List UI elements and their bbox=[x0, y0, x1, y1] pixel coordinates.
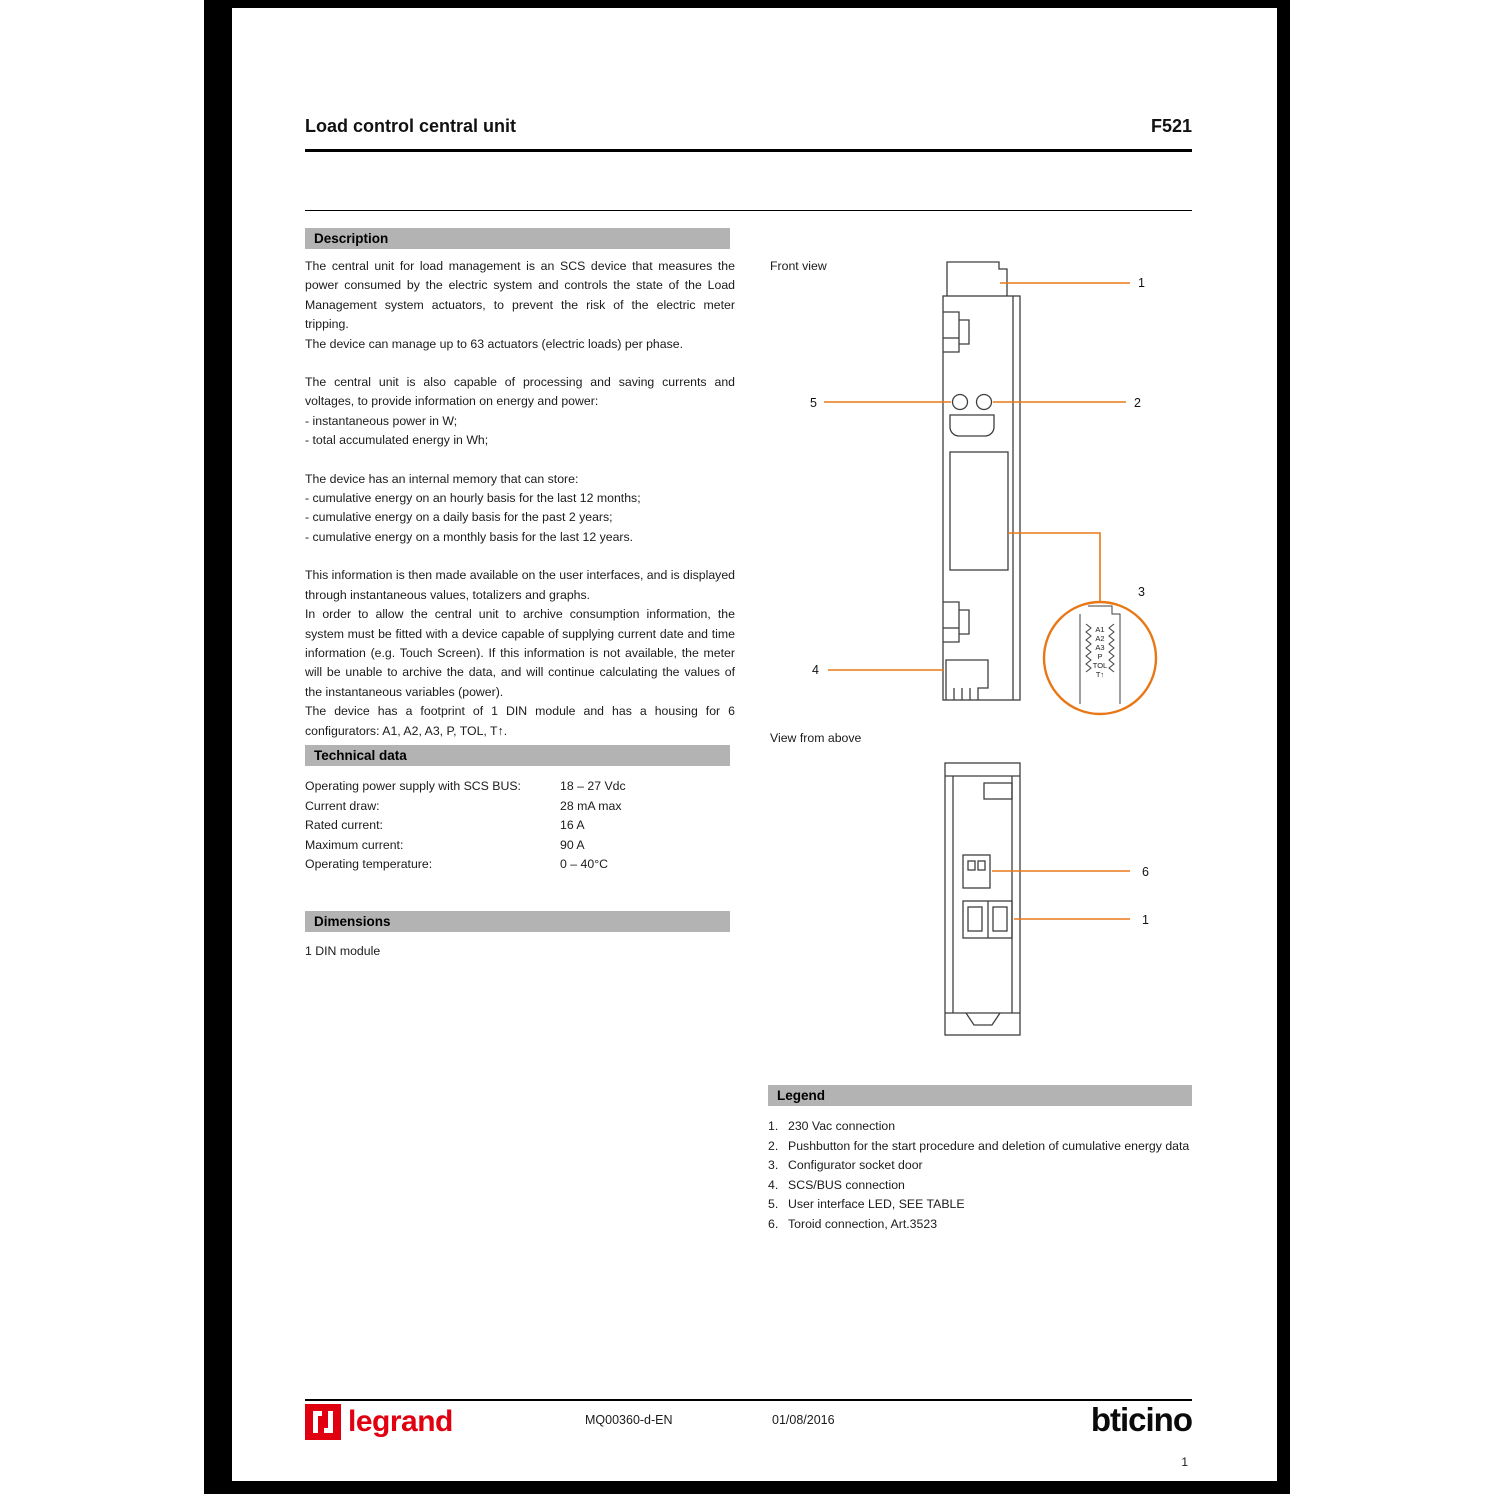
configurator-label: TOL bbox=[1092, 661, 1108, 670]
bticino-logo: bticino bbox=[1090, 1401, 1192, 1438]
item-number: 1. bbox=[768, 1119, 779, 1133]
item-text: Configurator socket door bbox=[788, 1158, 923, 1173]
text-line: - cumulative energy on a monthly basis for the last 12 years. bbox=[305, 529, 634, 544]
sub-header-rule bbox=[305, 210, 1192, 211]
above-view-drawing bbox=[770, 755, 1200, 1045]
callout-lines bbox=[824, 283, 1156, 714]
model-number: F521 bbox=[1150, 116, 1192, 136]
list-item bbox=[768, 1156, 1198, 1176]
spec-value: 0 – 40°C bbox=[560, 857, 608, 872]
spec-label: Operating power supply with SCS BUS: bbox=[305, 779, 521, 793]
text-line: - instantaneous power in W; bbox=[305, 413, 458, 428]
item-number: 3. bbox=[768, 1158, 779, 1173]
item-number: 6. bbox=[768, 1216, 779, 1231]
item-text: Toroid connection, Art.3523 bbox=[788, 1216, 938, 1231]
spec-label: Rated current: bbox=[305, 818, 383, 833]
spec-value: 28 mA max bbox=[560, 798, 622, 813]
callout-number-bus: 4 bbox=[812, 663, 819, 677]
item-text: Pushbutton for the start procedure and deletion of cumulative energy data bbox=[788, 1138, 1190, 1153]
paragraph bbox=[305, 257, 735, 354]
table-row bbox=[305, 816, 745, 836]
din-module-front-outline bbox=[943, 262, 1020, 700]
callout-number-led: 5 bbox=[810, 396, 817, 410]
footer-rule bbox=[305, 1399, 1192, 1401]
text-line: This information is then made available on the user interfaces, and is displayed through instantaneous values, totalizers and graphs. bbox=[305, 568, 735, 602]
configurator-label: P bbox=[1097, 652, 1103, 661]
legrand-logo bbox=[305, 1404, 453, 1440]
document-code: MQ00360-d-EN bbox=[585, 1413, 673, 1427]
table-row bbox=[305, 836, 745, 856]
item-text: SCS/BUS connection bbox=[788, 1177, 905, 1192]
dimensions-heading: Dimensions bbox=[305, 911, 730, 932]
text-line: - total accumulated energy in Wh; bbox=[305, 433, 489, 448]
page-title: Load control central unit bbox=[305, 116, 517, 136]
front-view-label: Front view bbox=[770, 259, 827, 273]
callout-number-mains: 1 bbox=[1138, 276, 1145, 290]
description-text bbox=[305, 257, 735, 760]
legend-heading: Legend bbox=[768, 1085, 1192, 1106]
header-rule bbox=[305, 149, 1192, 152]
configurator-label: T↑ bbox=[1095, 670, 1105, 679]
technical-heading: Technical data bbox=[305, 745, 730, 766]
header bbox=[305, 116, 1192, 137]
spec-label: Operating temperature: bbox=[305, 857, 433, 872]
front-view-drawing bbox=[770, 250, 1200, 730]
table-row bbox=[305, 777, 745, 797]
item-number: 5. bbox=[768, 1197, 779, 1212]
list-item bbox=[768, 1117, 1198, 1137]
callout-number-mains: 1 bbox=[1142, 913, 1149, 927]
text-line: The device has an internal memory that can store: bbox=[305, 471, 579, 486]
spec-label: Current draw: bbox=[305, 798, 380, 813]
document-date: 01/08/2016 bbox=[772, 1413, 835, 1427]
item-number: 2. bbox=[768, 1138, 779, 1153]
din-module-above-outline bbox=[945, 763, 1020, 1035]
above-callout-numbers bbox=[1142, 865, 1149, 927]
text-line: The device can manage up to 63 actuators (electric loads) per phase. bbox=[305, 336, 684, 351]
table-row bbox=[305, 797, 745, 817]
legrand-wordmark: legrand bbox=[348, 1405, 453, 1438]
page-number: 1 bbox=[1181, 1455, 1188, 1469]
configurator-label: A1 bbox=[1095, 625, 1105, 634]
text-line: In order to allow the central unit to archive consumption information, the system must be fitted with a device capable of supplying current date and time information (e.g. Touch Screen). If this information is not available, the meter will be unable to archive the data, and will continue calculating the values of the instantaneous variables (power). bbox=[305, 607, 735, 699]
text-line: - cumulative energy on an hourly basis for the last 12 months; bbox=[305, 491, 641, 506]
spec-value: 16 A bbox=[560, 818, 585, 833]
callout-number-pushbutton: 2 bbox=[1134, 396, 1141, 410]
item-number: 4. bbox=[768, 1177, 779, 1192]
spec-value: 90 A bbox=[560, 837, 585, 852]
paragraph bbox=[305, 470, 735, 548]
list-item bbox=[768, 1137, 1198, 1157]
text-line: - cumulative energy on a daily basis for the past 2 years; bbox=[305, 510, 613, 525]
legrand-logo-icon bbox=[305, 1404, 341, 1440]
paragraph bbox=[305, 373, 735, 451]
table-row bbox=[305, 855, 745, 875]
configurator-label: A3 bbox=[1095, 643, 1105, 652]
list-item bbox=[768, 1215, 1198, 1235]
text-line: The device has a footprint of 1 DIN module and has a housing for 6 configurators: A1, A2, A3, P, TOL, T↑. bbox=[305, 704, 735, 738]
configurator-label: A2 bbox=[1095, 634, 1105, 643]
description-heading: Description bbox=[305, 228, 730, 249]
list-item bbox=[768, 1195, 1198, 1215]
text-line: The central unit for load management is an SCS device that measures the power consumed by the electric system and controls the state of the Load Management system actuators, to prevent the risk of the electric meter tripping. bbox=[305, 259, 735, 332]
list-item bbox=[768, 1176, 1198, 1196]
dimensions-text: 1 DIN module bbox=[305, 944, 381, 958]
callout-number-toroid: 6 bbox=[1142, 865, 1149, 879]
front-callout-numbers bbox=[810, 276, 1145, 677]
technical-table bbox=[305, 777, 745, 875]
text-line: The central unit is also capable of processing and saving currents and voltages, to provide information on energy and power: bbox=[305, 375, 735, 409]
spec-value: 18 – 27 Vdc bbox=[560, 779, 626, 793]
callout-lines bbox=[992, 871, 1130, 919]
paragraph bbox=[305, 566, 735, 741]
item-text: User interface LED, SEE TABLE bbox=[788, 1197, 965, 1212]
callout-number-door: 3 bbox=[1138, 585, 1145, 599]
spec-label: Maximum current: bbox=[305, 837, 404, 852]
configurator-labels bbox=[1093, 625, 1107, 679]
legend-list bbox=[768, 1117, 1198, 1235]
item-text: 230 Vac connection bbox=[788, 1119, 896, 1133]
above-view-label: View from above bbox=[770, 731, 862, 745]
